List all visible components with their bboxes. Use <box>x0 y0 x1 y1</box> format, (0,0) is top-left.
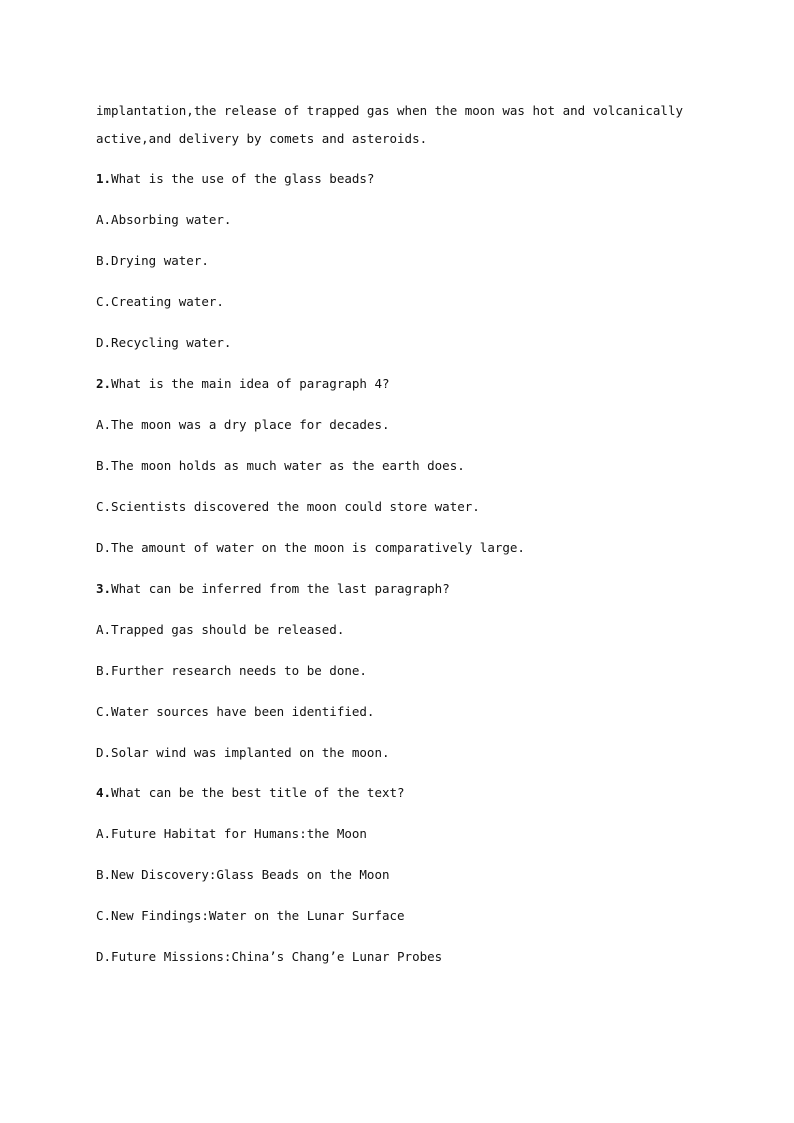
question-text: What is the main idea of paragraph 4? <box>111 376 390 391</box>
question-text: What can be inferred from the last paragraph? <box>111 581 450 596</box>
question-number: 4. <box>96 785 112 800</box>
question-text: What can be the best title of the text? <box>111 785 405 800</box>
option-b: B.Further research needs to be done. <box>96 663 367 678</box>
option-d: D.Solar wind was implanted on the moon. <box>96 745 390 760</box>
question-number: 1. <box>96 171 112 186</box>
passage-line: implantation,the release of trapped gas when the moon was hot and volcanically <box>96 103 683 118</box>
question-number: 2. <box>96 376 112 391</box>
option-d: D.Future Missions:China’s Chang’e Lunar Probes <box>96 949 443 964</box>
option-a: A.The moon was a dry place for decades. <box>96 417 390 432</box>
option-b: B.New Discovery:Glass Beads on the Moon <box>96 867 390 882</box>
option-c: C.Water sources have been identified. <box>96 704 375 719</box>
option-a: A.Future Habitat for Humans:the Moon <box>96 826 367 841</box>
option-b: B.Drying water. <box>96 253 209 268</box>
question-3 <box>96 581 450 597</box>
option-d: D.The amount of water on the moon is comparatively large. <box>96 540 525 555</box>
question-2 <box>96 376 390 392</box>
option-a: A.Trapped gas should be released. <box>96 622 345 637</box>
passage-line: active,and delivery by comets and asteroids. <box>96 131 428 146</box>
document-page <box>96 0 716 1123</box>
option-c: C.Scientists discovered the moon could store water. <box>96 499 480 514</box>
option-c: C.New Findings:Water on the Lunar Surface <box>96 908 405 923</box>
option-c: C.Creating water. <box>96 294 224 309</box>
question-1 <box>96 171 374 187</box>
option-a: A.Absorbing water. <box>96 212 232 227</box>
question-number: 3. <box>96 581 112 596</box>
option-d: D.Recycling water. <box>96 335 232 350</box>
question-text: What is the use of the glass beads? <box>111 171 375 186</box>
question-4 <box>96 785 405 801</box>
option-b: B.The moon holds as much water as the earth does. <box>96 458 465 473</box>
